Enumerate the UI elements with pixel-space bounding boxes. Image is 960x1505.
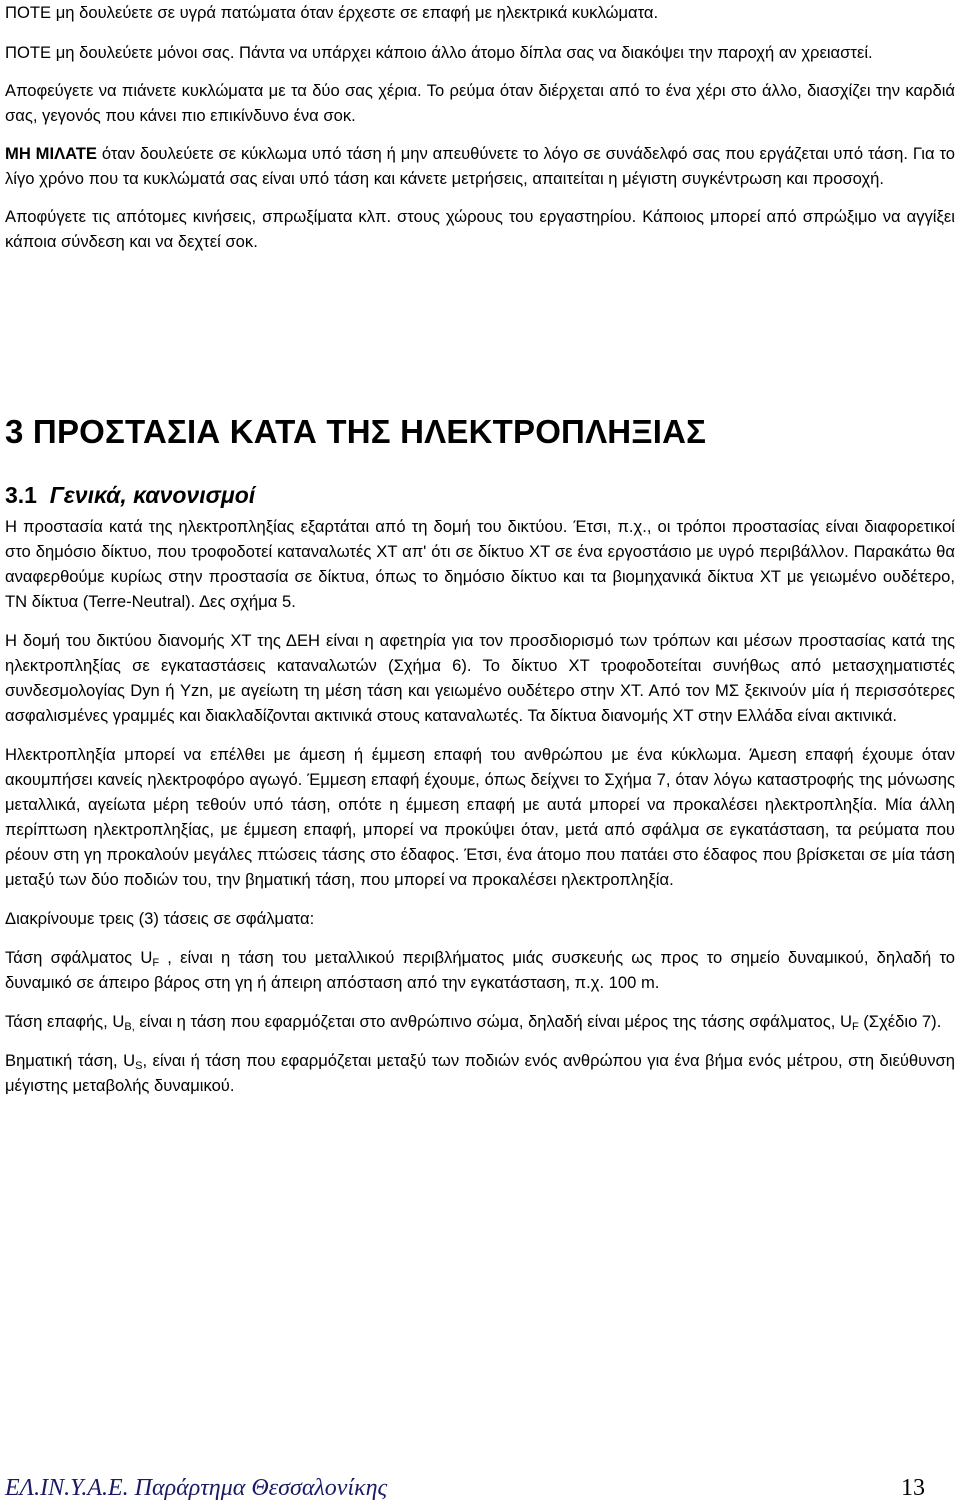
touch-voltage-reference: (Σχέδιο 7). [858, 1012, 942, 1031]
body-paragraph-touch-voltage [5, 1009, 955, 1034]
no-talking-emphasis: ΜΗ ΜΙΛΑΤΕ [5, 144, 97, 163]
no-talking-text: όταν δουλεύετε σε κύκλωμα υπό τάση ή μην απευθύνετε το λόγο σε συνάδελφό σας που εργάζεται υπό τάση. Για το λίγο χρόνο που τα κυκλώματά σας είναι υπό τάση και κάνετε μετρήσεις, απαιτείται η μέγιστη συγκέντρωση και προσοχή. [5, 144, 955, 188]
section-body [5, 514, 955, 1098]
safety-rule-no-talking [5, 141, 955, 191]
body-paragraph-fault-voltages: Διακρίνουμε τρεις (3) τάσεις σε σφάλματα: [5, 909, 315, 928]
footer-organization: ΕΛ.ΙΝ.Υ.Α.Ε. Παράρτημα Θεσσαλονίκης [5, 1475, 388, 1501]
subscript: S [135, 1060, 143, 1072]
subscript: F [851, 1021, 859, 1033]
safety-rule-wet-floors: ΠΟΤΕ μη δουλεύετε σε υγρά πατώματα όταν έρχεστε σε επαφή με ηλεκτρικά κυκλώματα. [5, 3, 659, 22]
subsection-number: 3.1 [5, 482, 37, 508]
touch-voltage-definition: είναι η τάση που εφαρμόζεται στο ανθρώπινο σώμα, δηλαδή είναι μέρος της τάσης σφάλματος, U [134, 1012, 852, 1031]
safety-rule-sudden-moves: Αποφύγετε τις απότομες κινήσεις, σπρωξίματα κλπ. στους χώρους του εργαστηρίου. Κάποιος μπορεί από σπρώξιμο να αγγίξει κάποια σύνδεση και να δεχτεί σοκ. [5, 207, 955, 251]
step-voltage-term: Βηματική τάση, U [5, 1051, 136, 1070]
subscript: F [152, 957, 160, 969]
safety-rule-two-hands: Αποφεύγετε να πιάνετε κυκλώματα με τα δύο σας χέρια. Το ρεύμα όταν διέρχεται από το ένα χέρι στο άλλο, διασχίζει την καρδιά σας, γεγονός που κάνει πιο επικίνδυνο ένα σοκ. [5, 81, 955, 125]
fault-voltage-definition: , είναι η τάση του μεταλλικού περιβλήματος μιάς συσκευής ως προς το σημείο δυναμικού, δηλαδή το δυναμικό σε άπειρο βάρος στη γη ή άπειρη απόσταση από την εγκατάσταση, π.χ. 100 m. [5, 948, 955, 992]
fault-voltage-term: Τάση σφάλματος U [5, 948, 153, 967]
step-voltage-definition: , είναι ή τάση που εφαρμόζεται μεταξύ των ποδιών ενός ανθρώπου για ένα βήμα ενός μέτρου, στη διεύθυνση μέγιστης μεταβολής δυναμικού. [5, 1051, 956, 1095]
subscript: B, [124, 1021, 135, 1033]
body-paragraph-distribution: Η δομή του δικτύου διανομής ΧΤ της ΔΕΗ είναι η αφετηρία για τον προσδιορισμό των τρόπων και μέσων προστασίας κατά της ηλεκτροπληξίας σε εγκαταστάσεις καταναλωτών (Σχήμα 6). Το δίκτυο ΧΤ τροφοδοτείται συνήθως από μετασχηματιστές συνδεσμολογίας Dyn ή Yzn, με αγείωτη τη μέση τάση και γειωμένο ουδέτερο στην ΧΤ. Από τον ΜΣ ξεκινούν μία ή περισσότερες ασφαλισμένες γραμμές και διακλαδίζονται ακτινικά στους καταναλωτές. Τα δίκτυα διανομής ΧΤ στην Ελλάδα είναι ακτινικά. [5, 631, 955, 725]
section-heading: 3 ΠΡΟΣΤΑΣΙΑ ΚΑΤΑ ΤΗΣ ΗΛΕΚΤΡΟΠΛΗΞΙΑΣ [5, 413, 707, 450]
body-paragraph-step-voltage [5, 1048, 955, 1098]
body-paragraph-fault-voltage [5, 945, 955, 995]
body-paragraph-electric-shock: Ηλεκτροπληξία μπορεί να επέλθει με άμεση ή έμμεση επαφή του ανθρώπου με ένα κύκλωμα. Άμεση επαφή έχουμε όταν ακουμπήσει κανείς ηλεκτροφόρο αγωγό. Έμμεση επαφή έχουμε, όπως δείχνει το Σχήμα 7, όταν λόγω καταστροφής της μόνωσης μεταλλικά, αγείωτα μέρη τεθούν υπό τάση, οπότε η έμμεση επαφή με αυτά μπορεί να προκαλέσει ηλεκτροπληξία. Μία άλλη περίπτωση ηλεκτροπληξίας, με έμμεση επαφή, μπορεί να προκύψει όταν, μετά από σφάλμα σε εγκατάσταση, τα ρεύματα που ρέουν στη γη προκαλούν μεγάλες πτώσεις τάσης στο έδαφος. Έτσι, ένα άτομο που πατάει στο έδαφος που βρίσκεται σε μία τάση μεταξύ των δύο ποδιών του, την βηματική τάση, που μπορεί να προκαλέσει ηλεκτροπληξία. [5, 745, 955, 889]
page-footer [5, 1472, 925, 1504]
page-number: 13 [901, 1475, 925, 1501]
subsection-heading [5, 480, 255, 510]
body-paragraph-network-structure: Η προστασία κατά της ηλεκτροπληξίας εξαρτάται από τη δομή του δικτύου. Έτσι, π.χ., οι τρόποι προστασίας είναι διαφορετικοί στο δημόσιο δίκτυο, που τροφοδοτεί καταναλωτές ΧΤ απ' ότι σε δίκτυο ΧΤ σε ένα εργοστάσιο με υγρό περιβάλλον. Παρακάτω θα αναφερθούμε κυρίως στην προστασία σε δίκτυα, όπως το δημόσιο δίκτυο και τα βιομηχανικά δίκτυα ΧΤ με γειωμένο ουδέτερο, ΤΝ δίκτυα (Terre-Neutral). Δες σχήμα 5. [5, 517, 955, 611]
safety-rule-not-alone: ΠΟΤΕ μη δουλεύετε μόνοι σας. Πάντα να υπάρχει κάποιο άλλο άτομο δίπλα σας να διακόψει την παροχή αν χρειαστεί. [5, 43, 873, 62]
subsection-title: Γενικά, κανονισμοί [49, 482, 256, 508]
safety-rules [5, 0, 955, 254]
touch-voltage-term: Τάση επαφής, U [5, 1012, 125, 1031]
